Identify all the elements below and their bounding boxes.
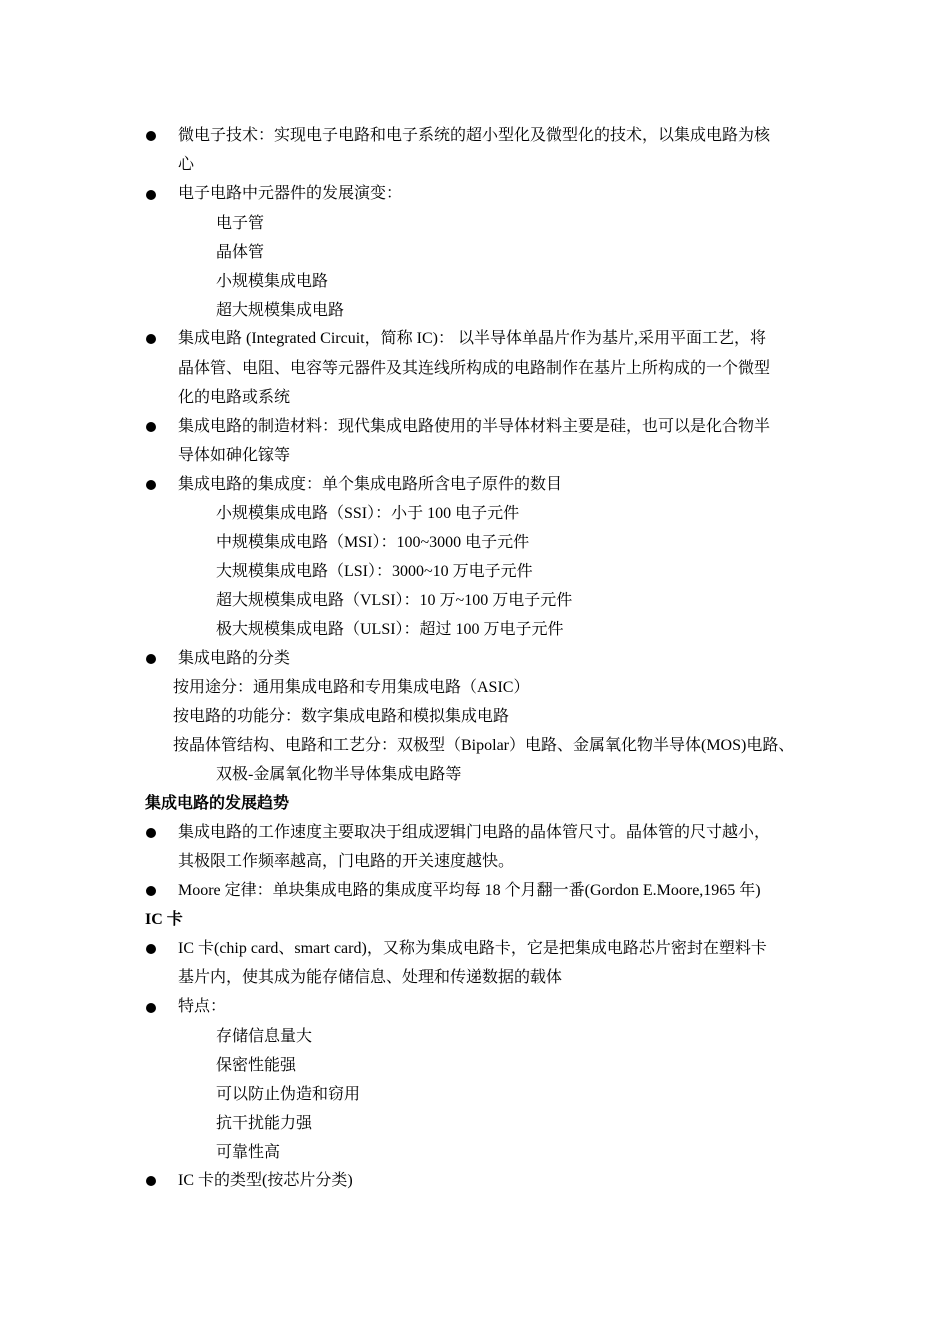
sub-item: 大规模集成电路（LSI）：3000~10 万电子元件 xyxy=(216,563,533,580)
paragraph-line: 晶体管、电阻、电容等元器件及其连线所构成的电路制作在基片上所构成的一个微型 xyxy=(178,360,771,377)
bullet-icon xyxy=(146,422,156,432)
paragraph-line: 集成电路的集成度：单个集成电路所含电子原件的数目 xyxy=(178,476,563,493)
sub-item: 超大规模集成电路（VLSI）：10 万~100 万电子元件 xyxy=(216,592,573,609)
paragraph-line: 集成电路 (Integrated Circuit，简称 IC)： 以半导体单晶片作为基片,采用平面工艺，将 xyxy=(178,330,766,347)
sub-item: 抗干扰能力强 xyxy=(216,1115,313,1132)
section-heading: IC 卡 xyxy=(145,911,183,928)
sub-item: 可以防止伪造和窃用 xyxy=(216,1086,361,1103)
bullet-icon xyxy=(146,1003,156,1013)
classification-line: 按用途分：通用集成电路和专用集成电路（ASIC） xyxy=(173,679,530,696)
paragraph-line: 化的电路或系统 xyxy=(178,389,291,406)
paragraph-line: 导体如砷化镓等 xyxy=(178,447,291,464)
bullet-icon xyxy=(146,1176,156,1186)
sub-item: 小规模集成电路（SSI）：小于 100 电子元件 xyxy=(216,505,520,522)
paragraph-line: IC 卡的类型(按芯片分类) xyxy=(178,1172,353,1189)
paragraph-line: 集成电路的分类 xyxy=(178,650,291,667)
sub-item: 电子管 xyxy=(216,215,265,232)
sub-item: 保密性能强 xyxy=(216,1057,297,1074)
paragraph-line: IC 卡(chip card、smart card)，又称为集成电路卡，它是把集成电路芯片密封在塑料卡 xyxy=(178,940,767,957)
sub-item: 存储信息量大 xyxy=(216,1028,313,1045)
sub-item: 晶体管 xyxy=(216,244,265,261)
classification-line: 按电路的功能分：数字集成电路和模拟集成电路 xyxy=(173,708,510,725)
paragraph-line: 集成电路的制造材料：现代集成电路使用的半导体材料主要是硅，也可以是化合物半 xyxy=(178,418,771,435)
sub-item: 可靠性高 xyxy=(216,1144,281,1161)
bullet-icon xyxy=(146,131,156,141)
paragraph-line: 心 xyxy=(178,156,195,173)
paragraph-line: 集成电路的工作速度主要取决于组成逻辑门电路的晶体管尺寸。晶体管的尺寸越小， xyxy=(178,824,771,841)
bullet-icon xyxy=(146,828,156,838)
sub-item: 中规模集成电路（MSI）：100~3000 电子元件 xyxy=(216,534,530,551)
bullet-icon xyxy=(146,190,156,200)
bullet-icon xyxy=(146,654,156,664)
paragraph-line: Moore 定律：单块集成电路的集成度平均每 18 个月翻一番(Gordon E.Moore,1965 年) xyxy=(178,882,761,899)
paragraph-line: 基片内，使其成为能存储信息、处理和传递数据的载体 xyxy=(178,969,563,986)
sub-item: 极大规模集成电路（ULSI）：超过 100 万电子元件 xyxy=(216,621,564,638)
sub-item: 小规模集成电路 xyxy=(216,273,329,290)
paragraph-line: 其极限工作频率越高，门电路的开关速度越快。 xyxy=(178,853,515,870)
paragraph-line: 特点： xyxy=(178,998,227,1015)
section-heading: 集成电路的发展趋势 xyxy=(145,795,290,812)
classification-line: 按晶体管结构、电路和工艺分：双极型（Bipolar）电路、金属氧化物半导体(MOS)电路、 xyxy=(173,737,795,754)
paragraph-line: 微电子技术：实现电子电路和电子系统的超小型化及微型化的技术，以集成电路为核 xyxy=(178,127,771,144)
bullet-icon xyxy=(146,886,156,896)
sub-item: 超大规模集成电路 xyxy=(216,302,345,319)
classification-line: 双极-金属氧化物半导体集成电路等 xyxy=(216,766,462,783)
bullet-icon xyxy=(146,944,156,954)
bullet-icon xyxy=(146,334,156,344)
paragraph-line: 电子电路中元器件的发展演变： xyxy=(178,185,403,202)
bullet-icon xyxy=(146,480,156,490)
